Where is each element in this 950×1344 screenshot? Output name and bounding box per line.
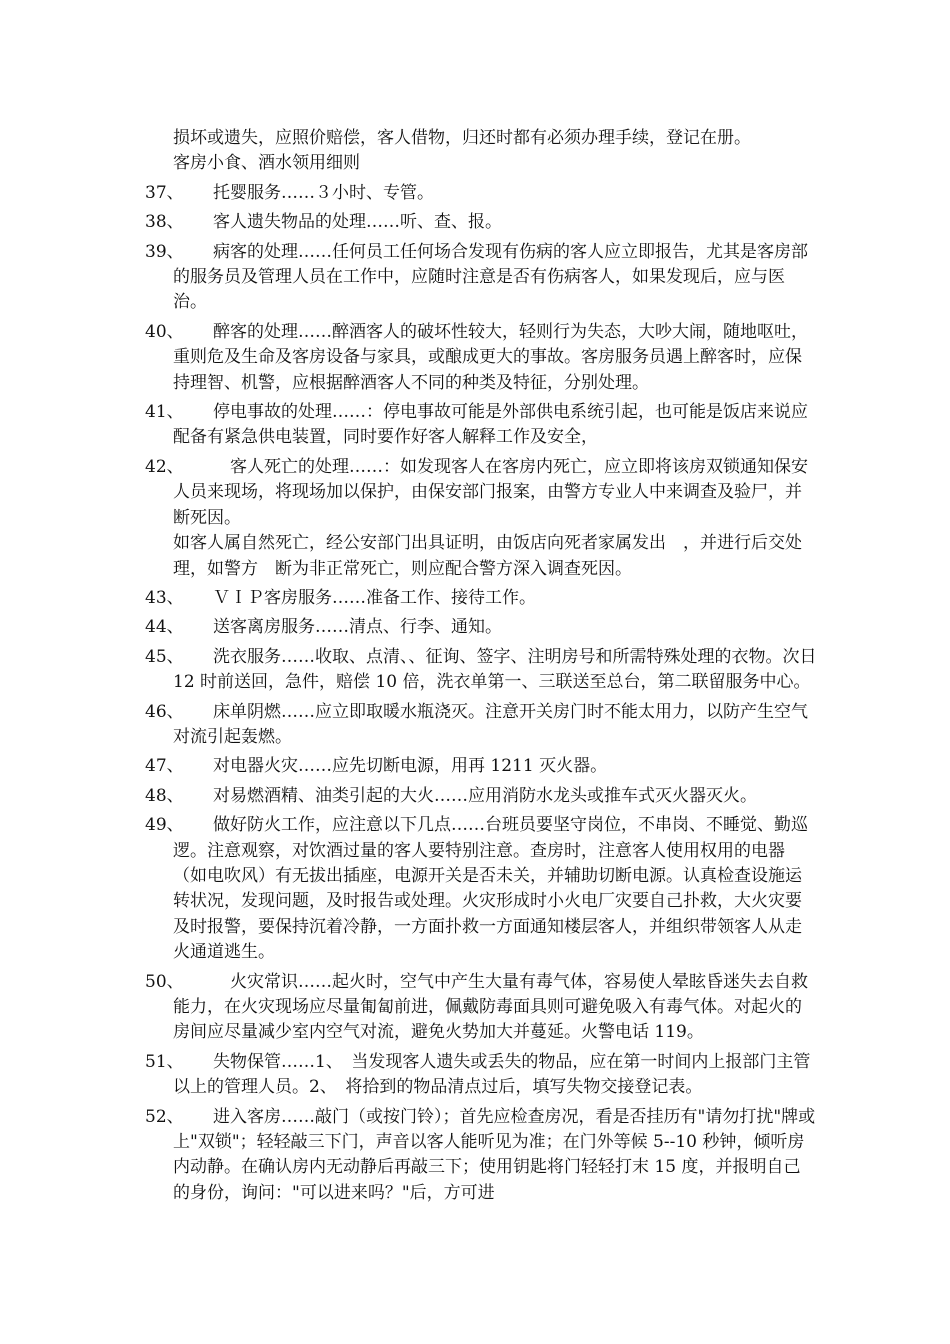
item-number: 43、 xyxy=(145,587,184,608)
item-text: 失物保管……1、 当发现客人遗失或丢失的物品，应在第一时间内上报部门主管以上的管理人员。2、 将拾到的物品清点过后，填写失物交接登记表。 xyxy=(173,1051,811,1098)
item-text: 停电事故的处理……：停电事故可能是外部供电系统引起，也可能是饭店来说应配备有紧急供电装置，同时要作好客人解释工作及安全， xyxy=(173,402,808,448)
item-text: 送客离房服务……清点、行李、通知。 xyxy=(213,617,502,638)
item-text: 做好防火工作，应注意以下几点……台班员要坚守岗位，不串岗、不睡觉、勤巡逻。注意观察，对饮酒过量的客人要特别注意。查房时，注意客人使用权用的电器（如电吹风）有无拔出插座，电源开关是否未关，并辅助切断电源。认真检查设施运转状况，发现问题，及时报告或处理。火灾形成时小火电厂灾要自己扑救，大火灾要及时报警，要保持沉着冷静，一方面扑救一方面通知楼层客人，并组织带领客人从走火通道逃生。 xyxy=(173,815,808,963)
item-number: 37、 xyxy=(145,182,184,203)
list-item-49 xyxy=(145,813,817,965)
item-number: 51、 xyxy=(145,1051,184,1072)
list-item-50 xyxy=(145,970,817,1046)
item-number: 52、 xyxy=(145,1106,184,1127)
list-item-43 xyxy=(145,586,817,611)
item-text: 托婴服务……３小时、专管。 xyxy=(213,182,434,203)
item-number: 38、 xyxy=(145,212,184,233)
item-number: 48、 xyxy=(145,785,184,806)
item-text: 客人遗失物品的处理……听、查、报。 xyxy=(213,212,502,233)
list-item-38 xyxy=(145,210,817,235)
item-number: 41、 xyxy=(145,402,184,423)
item-text: 醉客的处理……醉酒客人的破坏性较大，轻则行为失态，大吵大闹，随地呕吐，重则危及生命及客房设备与家具，或酿成更大的事故。客房服务员遇上醉客时，应保持理智、机警，应根据醉酒客人不同的种类及特征，分别处理。 xyxy=(173,321,808,393)
paragraph: 如客人属自然死亡，经公安部门出具证明，由饭店向死者家属发出 ，并进行后交处理，如警方 断为非正常死亡，则应配合警方深入调查死因。 xyxy=(173,533,802,579)
list-item-39 xyxy=(145,240,817,316)
list-item-41 xyxy=(145,400,817,451)
list-item-37 xyxy=(145,181,817,206)
list-item-46 xyxy=(145,700,817,751)
list-item-47 xyxy=(145,754,817,779)
item-number: 45、 xyxy=(145,646,184,667)
list-item-52 xyxy=(145,1105,817,1207)
item-number: 49、 xyxy=(145,815,184,836)
item-number: 50、 xyxy=(145,971,184,992)
list-item-48 xyxy=(145,784,817,809)
item-number: 44、 xyxy=(145,617,184,638)
item-text: 对易燃酒精、油类引起的大火……应用消防水龙头或推车式灭火器灭火。 xyxy=(213,785,757,806)
item-text: 对电器火灾……应先切断电源，用再 1211 灭火器。 xyxy=(213,756,608,777)
item-number: 42、 xyxy=(145,456,184,477)
item-text: 客人死亡的处理……：如发现客人在客房内死亡，应立即将该房双锁通知保安人员来现场，将现场加以保护，由保安部门报案，由警方专业人中来调查及验尸，并 断死因。 xyxy=(173,456,819,528)
item-text: 病客的处理……任何员工任何场合发现有伤病的客人应立即报告，尤其是客房部的服务员及管理人员在工作中，应随时注意是否有伤病客人，如果发现后，应与医治。 xyxy=(173,241,808,313)
item-text: 进入客房……敲门（或按门铃）；首先应检查房况，看是否挂历有"请勿打扰"牌或上"双锁"；轻轻敲三下门，声音以客人能听见为准；在门外等候 5--10 秒钟，倾听房内动静。在确认房内无动静后再敲三下；使用钥匙将门轻轻打末 15 度，并报明自己的身份，询问："可以进来吗？"后，方可进 xyxy=(173,1106,816,1203)
document-body xyxy=(145,126,817,1206)
item-number: 46、 xyxy=(145,701,184,722)
item-text: ＶＩＰ客房服务……准备工作、接待工作。 xyxy=(213,587,536,608)
item-number: 39、 xyxy=(145,241,184,262)
list-item-42 xyxy=(145,455,817,531)
list-item-44 xyxy=(145,615,817,640)
item-text: 洗衣服务……收取、点清、、征询、签字、注明房号和所需特殊处理的衣物。次日 12 时前送回，急件，赔偿 10 倍，洗衣单第一、三联送至总台，第二联留服务中心。 xyxy=(173,646,817,693)
item-number: 47、 xyxy=(145,756,184,777)
list-item-40 xyxy=(145,320,817,396)
paragraph: 损坏或遗失，应照价赔偿，客人借物，归还时都有必须办理手续，登记在册。 xyxy=(173,128,751,148)
paragraph: 客房小食、酒水领用细则 xyxy=(173,153,360,174)
list-item-45 xyxy=(145,645,817,696)
item-number: 40、 xyxy=(145,321,184,342)
item-text: 床单阴燃……应立即取暖水瓶浇灭。注意开关房门时不能太用力，以防产生空气对流引起轰燃。 xyxy=(173,701,808,747)
list-item-51 xyxy=(145,1050,817,1101)
item-text: 火灾常识……起火时，空气中产生大量有毒气体，容易使人晕眩昏迷失去自救能力，在火灾现场应尽量匍匐前进，佩戴防毒面具则可避免吸入有毒气体。对起火的房间应尽量减少室内空气对流，避免火势加大并蔓延。火警电话 119。 xyxy=(173,971,808,1043)
